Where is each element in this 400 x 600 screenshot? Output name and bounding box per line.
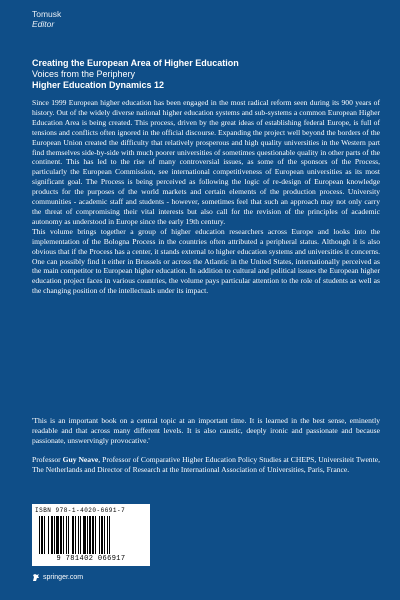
blurb [32,98,380,296]
publisher-url: springer.com [43,574,84,581]
springer-horse-icon [32,573,40,582]
book-title: Creating the European Area of Higher Education [32,58,239,68]
title-block [32,58,239,91]
blurb-paragraph-1: Since 1999 European higher education has been engaged in the most radical reform seen during its 900 years of history. Out of the widely diverse national higher education systems and sub-systems a common European Higher Education Area is being created. This process, driven by the great ideas of establishing federal Europe, is full of tensions and conflicts often ignored in the official discourse. Expanding the project well beyond the borders of the European Union created the difficulty that relatively prosperous and high quality universities in the Western part find themselves side-by-side with much poorer universities of sometimes questionable quality in other parts of the continent. This has led to the rise of many controversial issues, as some of the sponsors of the Process, particularly the European Commission, see international competitiveness of European universities as its most significant goal. The Process is being perceived as following the logic of re-design of European knowledge products for the purposes of the world markets and certain elements of the production process. University communities - academic staff and students - however, sometimes feel that such an approach may not only carry the threat of compromising their vital interests but also call for the revision of the principles of academic autonomy as understood in Europe since the early 19th century. [32,98,380,226]
blurb-paragraph-2: This volume brings together a group of higher education researchers across Europe and looks into the implementation of the Bologna Process in the countries often attributed a peripheral status. Although it is also obvious that if the Process has a center, it stands external to higher education systems and universities it concerns. One can possibly find it either in Brussels or across the Atlantic in the United States, internationally perceived as the main competitor to European higher education. In addition to cultural and political issues the European higher education project faces in various countries, the volume pays particular attention to the role of students as well as the changing position of the intellectuals under its impact. [32,226,380,296]
barcode-digits: 9 781402 066917 [56,555,126,563]
review-block [32,416,380,475]
editor-role: Editor [32,19,55,29]
series-title: Higher Education Dynamics 12 [32,80,165,90]
barcode [32,504,150,566]
isbn-label: ISBN 978-1-4020-6691-7 [35,507,126,514]
barcode-bars [38,516,144,554]
editor-block [32,9,61,29]
reviewer-affiliation: , Professor of Comparative Higher Education Policy Studies at CHEPS, Universiteit Twente, The Netherlands and Director of Research at the International Association of Universities, Paris, France. [32,454,380,474]
review-attribution [32,455,380,475]
book-subtitle: Voices from the Periphery [32,69,136,79]
publisher-link[interactable] [32,573,83,582]
reviewer-name: Guy Neave [62,454,99,464]
editor-name: Tomusk [32,9,62,19]
review-prefix: Professor [32,454,61,464]
review-quote: 'This is an important book on a central topic at an important time. It is learned in the best sense, eminently readable and that across many different levels. It is also caustic, deeply ironic and passionate and because passionate, unswervingly provocative.' [32,416,380,445]
